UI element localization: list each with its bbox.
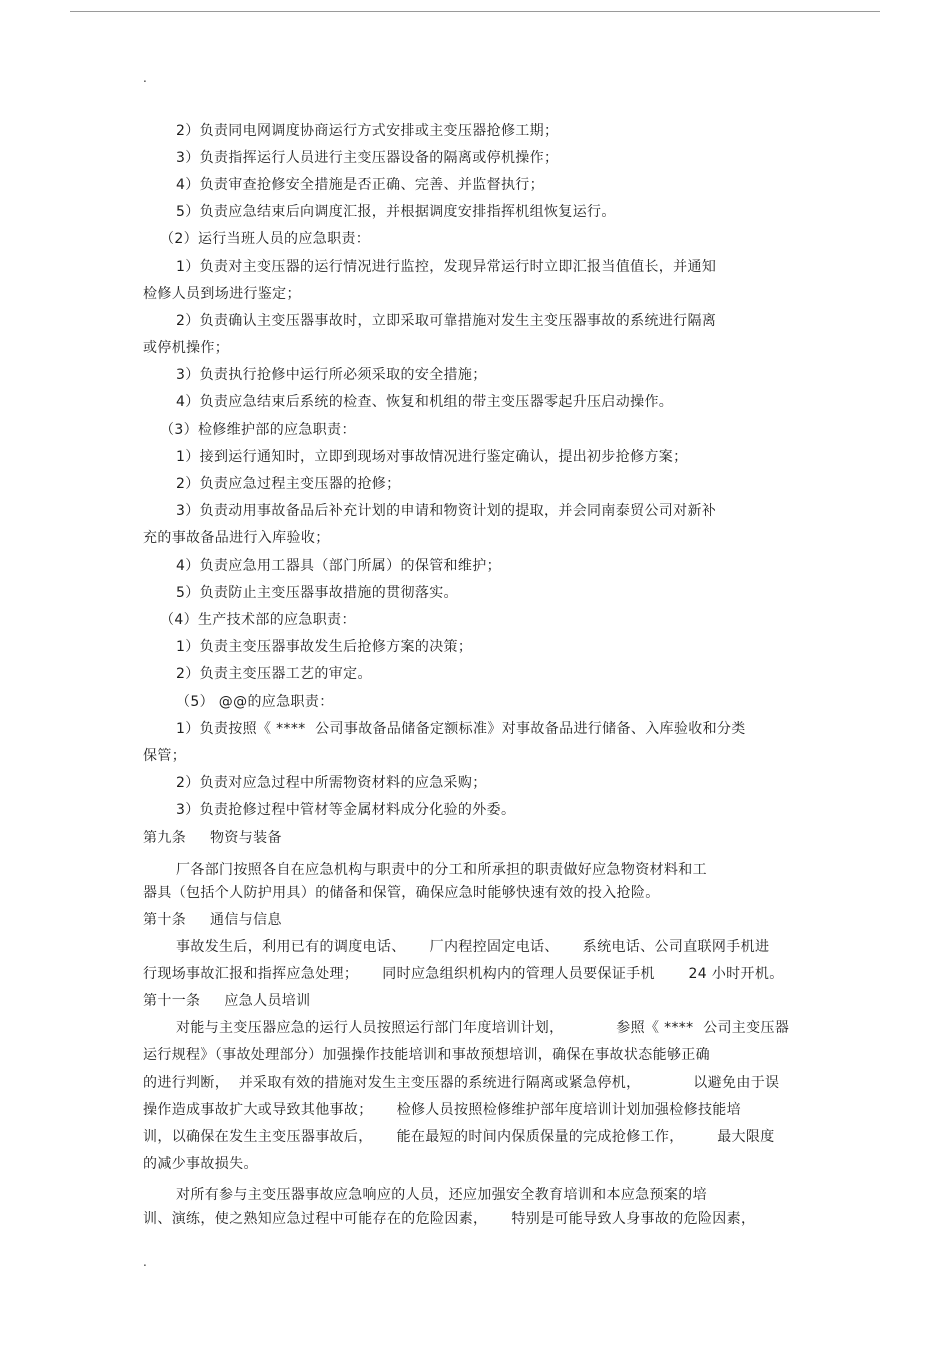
text-line: 2）负责同电网调度协商运行方式安排或主变压器抢修工期；	[176, 123, 559, 139]
text-line: 3）负责抢修过程中管材等金属材料成分化验的外委。	[176, 802, 516, 818]
text-line: 4）负责应急结束后系统的检查、恢复和机组的带主变压器零起升压启动操作。	[176, 394, 674, 410]
text-line: 检修人员到场进行鉴定；	[143, 286, 301, 302]
text-line: 器具（包括个人防护用具）的储备和保管，确保应急时能够快速有效的投入抢险。	[143, 885, 660, 901]
text-line: 3）负责动用事故备品后补充计划的申请和物资计划的提取，并会同南泰贸公司对新补	[176, 503, 717, 519]
text-line: 操作造成事故扩大或导致其他事故； 检修人员按照检修维护部年度培训计划加强检修技能培	[143, 1102, 741, 1118]
page-marker-bottom: .	[143, 1255, 147, 1269]
text-line: 4）负责审查抢修安全措施是否正确、完善、并监督执行；	[176, 177, 545, 193]
text-line: 的减少事故损失。	[143, 1156, 258, 1172]
article-heading: 第十一条 应急人员培训	[143, 993, 311, 1009]
text-line: 1）负责主变压器事故发生后抢修方案的决策；	[176, 639, 473, 655]
text-line: 行现场事故汇报和指挥应急处理； 同时应急组织机构内的管理人员要保证手机 24 小时开机。	[143, 966, 784, 982]
section-heading: （3）检修维护部的应急职责：	[160, 422, 356, 438]
text-line: 保管；	[143, 748, 187, 764]
header-rule	[70, 11, 880, 12]
text-line: 1）负责按照《 **** 公司事故备品储备定额标准》对事故备品进行储备、入库验收和分类	[176, 721, 746, 737]
section-heading: （4）生产技术部的应急职责：	[160, 612, 356, 628]
article-heading: 第十条 通信与信息	[143, 912, 282, 928]
article-heading: 第九条 物资与装备	[143, 830, 282, 846]
text-line: 对所有参与主变压器事故应急响应的人员，还应加强安全教育培训和本应急预案的培	[176, 1187, 707, 1203]
text-line: 训，以确保在发生主变压器事故后， 能在最短的时间内保质保量的完成抢修工作， 最大限度	[143, 1129, 775, 1145]
section-heading: （2）运行当班人员的应急职责：	[160, 231, 371, 247]
text-line: 或停机操作；	[143, 340, 230, 356]
text-line: 训、演练，使之熟知应急过程中可能存在的危险因素， 特别是可能导致人身事故的危险因素，	[143, 1211, 756, 1227]
text-line: 对能与主变压器应急的运行人员按照运行部门年度培训计划， 参照《 **** 公司主变压器	[176, 1020, 790, 1036]
text-line: 2）负责确认主变压器事故时，立即采取可靠措施对发生主变压器事故的系统进行隔离	[176, 313, 717, 329]
text-line: 2）负责主变压器工艺的审定。	[176, 666, 372, 682]
text-line: 充的事故备品进行入库验收；	[143, 530, 330, 546]
text-line: 2）负责应急过程主变压器的抢修；	[176, 476, 401, 492]
text-line: 的进行判断， 并采取有效的措施对发生主变压器的系统进行隔离或紧急停机， 以避免由于误	[143, 1075, 780, 1091]
text-line: 厂各部门按照各自在应急机构与职责中的分工和所承担的职责做好应急物资材料和工	[176, 862, 707, 878]
text-line: 3）负责执行抢修中运行所必须采取的安全措施；	[176, 367, 487, 383]
text-line: 事故发生后，利用已有的调度电话、 厂内程控固定电话、 系统电话、公司直联网手机进	[176, 939, 770, 955]
text-line: 2）负责对应急过程中所需物资材料的应急采购；	[176, 775, 487, 791]
text-line: 运行规程》（事故处理部分）加强操作技能培训和事故预想培训，确保在事故状态能够正确	[143, 1047, 710, 1063]
text-line: 4）负责应急用工器具（部门所属）的保管和维护；	[176, 558, 501, 574]
section-heading: （5） @@的应急职责：	[176, 694, 334, 710]
text-line: 3）负责指挥运行人员进行主变压器设备的隔离或停机操作；	[176, 150, 559, 166]
page-marker-top: .	[143, 71, 147, 85]
text-line: 1）负责对主变压器的运行情况进行监控，发现异常运行时立即汇报当值值长，并通知	[176, 259, 717, 275]
text-line: 1）接到运行通知时，立即到现场对事故情况进行鉴定确认，提出初步抢修方案；	[176, 449, 688, 465]
text-line: 5）负责防止主变压器事故措施的贯彻落实。	[176, 585, 458, 601]
text-line: 5）负责应急结束后向调度汇报，并根据调度安排指挥机组恢复运行。	[176, 204, 616, 220]
